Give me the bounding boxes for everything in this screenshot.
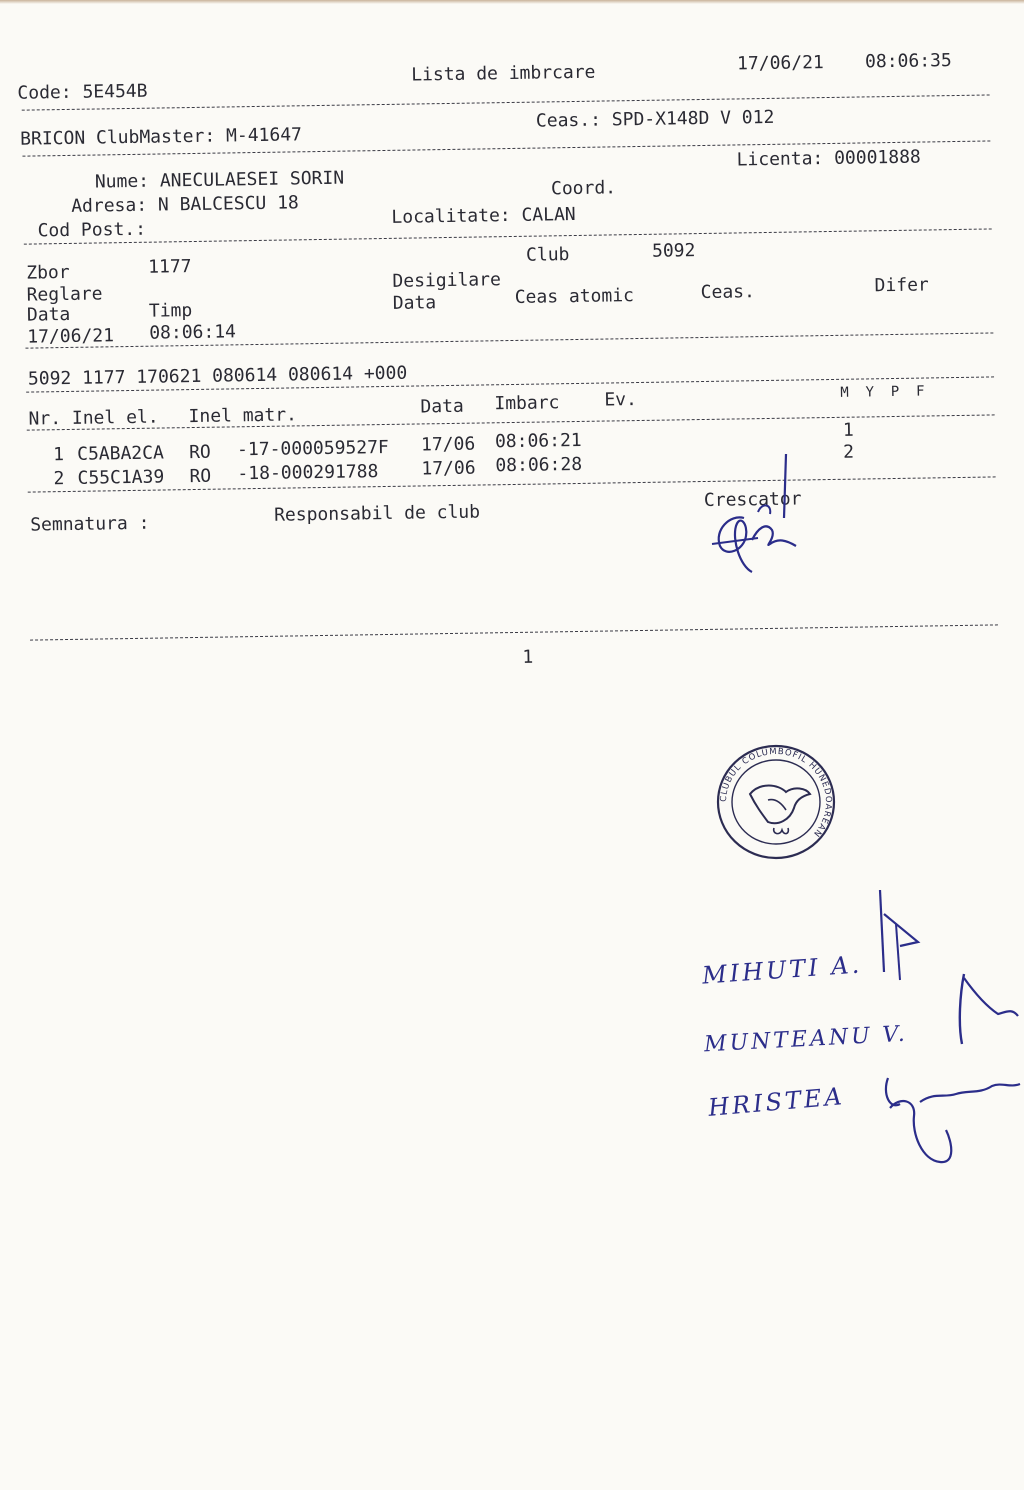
ring-matriculation: -18-000291788 xyxy=(237,461,379,485)
atomic-clock-label: Ceas atomic xyxy=(514,285,635,308)
page-number: 1 xyxy=(522,646,534,668)
print-time: 08:06:35 xyxy=(864,50,952,73)
unsealing-date-label: Data xyxy=(392,292,437,314)
document-title: Lista de imbrcare xyxy=(411,61,596,86)
flight-label: Zbor xyxy=(26,261,70,284)
flight-number: 1177 xyxy=(148,256,192,278)
clock-label: Ceas. xyxy=(700,281,756,304)
handwritten-name-3: HRISTEA xyxy=(707,1082,846,1122)
committee-signatures xyxy=(860,884,1024,1174)
setting-time: 08:06:14 xyxy=(149,321,237,344)
print-date: 17/06/21 xyxy=(736,52,824,75)
club-responsible-label: Responsabil de club xyxy=(273,501,481,526)
breeder-label: Crescator xyxy=(703,488,802,512)
ring-country: RO xyxy=(189,465,212,488)
club-label: Club xyxy=(525,244,570,266)
col-ring-electronic: Nr. Inel el. xyxy=(28,406,159,430)
difference-label: Difer xyxy=(874,274,929,297)
row-number: 1 xyxy=(52,444,65,466)
license-number: Licenta: 00001888 xyxy=(736,146,921,171)
coordinates-label: Coord. xyxy=(550,177,617,200)
breeder-signature xyxy=(700,448,820,578)
owner-address: Adresa: N BALCESCU 18 xyxy=(71,192,299,217)
separator xyxy=(28,476,996,492)
separator xyxy=(22,94,990,110)
ring-electronic: C5ABA2CA xyxy=(76,442,165,465)
clubmaster-id: BRICON ClubMaster: M-41647 xyxy=(20,124,303,150)
ring-matriculation: -17-000059527F xyxy=(236,436,389,461)
col-ring-matriculation: Inel matr. xyxy=(188,404,298,428)
m-count: 1 xyxy=(842,419,854,441)
m-count: 2 xyxy=(843,441,855,463)
row-number: 2 xyxy=(53,468,65,490)
handwritten-name-2: MUNTEANU V. xyxy=(703,1021,909,1058)
handwritten-name-1: MIHUTI A. xyxy=(701,950,864,990)
date-label: Data xyxy=(26,303,71,326)
embark-date: 17/06 xyxy=(421,457,476,480)
unsealing-label: Desigilare xyxy=(392,269,501,292)
separator xyxy=(24,228,992,244)
code-line: 5092 1177 170621 080614 080614 +000 xyxy=(27,362,408,390)
club-stamp xyxy=(712,742,840,862)
col-event: Ev. xyxy=(604,389,638,411)
club-number: 5092 xyxy=(651,240,696,262)
clock-id: Ceas.: SPD-X148D V 012 xyxy=(535,106,775,132)
col-date: Data xyxy=(420,395,464,418)
ring-electronic: C55C1A39 xyxy=(77,466,165,489)
embark-time: 08:06:28 xyxy=(495,453,583,477)
time-label: Timp xyxy=(148,300,193,322)
stamp-text: CLUBUL COLUMBOFIL HUNEDOAREAN xyxy=(718,746,834,839)
postal-code-label: Cod Post.: xyxy=(37,218,147,242)
col-embark: Imbarc xyxy=(494,392,560,415)
locality: Localitate: CALAN xyxy=(391,203,576,228)
code-label: Code: 5E454B xyxy=(17,80,148,104)
owner-name: Nume: ANECULAESEI SORIN xyxy=(94,167,345,193)
embark-time: 08:06:21 xyxy=(494,429,582,453)
setting-label: Reglare xyxy=(26,283,103,306)
embark-date: 17/06 xyxy=(420,433,476,456)
col-mypf: M Y P F xyxy=(840,383,925,401)
setting-date: 17/06/21 xyxy=(27,325,115,348)
ring-country: RO xyxy=(188,441,211,464)
separator xyxy=(30,624,998,640)
signature-label: Semnatura : xyxy=(30,512,150,536)
